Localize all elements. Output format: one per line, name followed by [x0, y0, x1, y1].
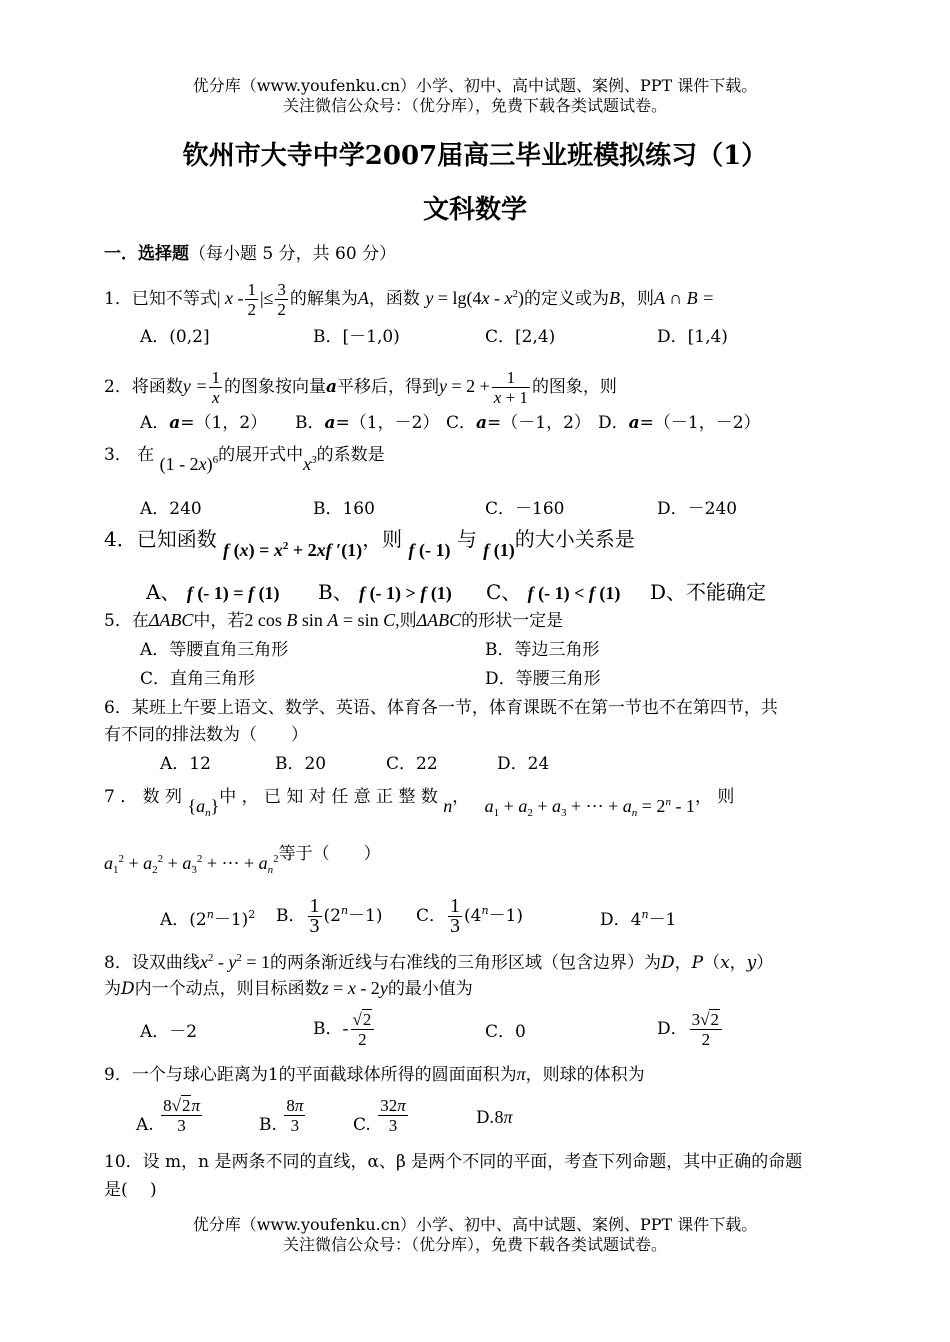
q5-text-3: 则: [399, 611, 417, 631]
q3-option-d[interactable]: D．－240: [657, 499, 738, 519]
q4-text-3: 与: [456, 527, 477, 551]
q8-x: x: [720, 953, 730, 973]
q8-region-d-2: D: [121, 979, 135, 999]
q7-sequence: $\{a_n\}$: [187, 796, 220, 819]
q8-objective: z = x - 2y: [321, 978, 388, 998]
q1-option-c[interactable]: C．[2,4): [485, 327, 556, 347]
q7-text-3: ，: [452, 787, 470, 807]
header-line-1: 优分库（www.youfenku.cn）小学、初中、高中试题、案例、PPT 课件下载。: [192, 76, 758, 95]
q4-text-1: 4．已知函数: [104, 527, 217, 551]
q4-option-b[interactable]: B、 f (- 1) > f (1): [318, 580, 452, 604]
q1-function: $y = \lg(4x - x^2)$: [425, 288, 524, 308]
q3-text-3: 的系数是: [316, 445, 385, 465]
question-1: 1．已知不等式| x - $\frac{1}{2}$ |≤ $\frac{3}{2}$ 的解集为A，函数 $y = \lg(4x - x^2)$的定义或为B，则A ∩ B =: [104, 280, 715, 319]
q7-option-c[interactable]: C． $\frac{1}{3}$ $(4^n-1)$: [416, 895, 524, 937]
q8-region-d: D: [660, 953, 675, 973]
q4-text-2: ，则: [362, 527, 403, 551]
question-6-line-1: 6．某班上午要上语文、数学、英语、体育各一节，体育课既不在第一节也不在第四节，共: [104, 698, 778, 718]
page-title: 钦州市大寺中学2007届高三毕业班模拟练习（1）: [182, 141, 768, 171]
q5-option-c[interactable]: C．直角三角形: [140, 669, 256, 689]
q1-option-b[interactable]: B．[－1,0): [313, 327, 400, 347]
question-5: [104, 609, 563, 632]
q3-text-1: 3． 在: [104, 445, 155, 465]
q7-option-b[interactable]: B． $\frac{1}{3}$ $(2^n-1)$: [276, 895, 383, 937]
question-7-line-2: [104, 842, 381, 876]
q3-binomial: (1 - 2x)$^6$: [159, 454, 219, 474]
section-note: （每小题 5 分，共 60 分）: [189, 244, 397, 264]
q8-text-3: ，: [674, 953, 692, 973]
q7-square-sum: $a_1^2 + a_2^2 + a_3^2$ + ··· + $a_n^2$: [104, 853, 279, 876]
q1-intersection: A ∩ B =: [653, 288, 715, 308]
header-line-2: 关注微信公众号：（优分库），免费下载各类试题试卷。: [282, 96, 667, 115]
q8-paren-open: （: [703, 953, 721, 973]
q2-fraction-1-over-x-plus-1: $\frac{1}{x + 1}$: [493, 368, 528, 407]
question-2: [104, 368, 617, 407]
question-3: [104, 443, 385, 474]
q1-fraction-three-halves: $\frac{3}{2}$: [277, 280, 286, 319]
q2-option-a[interactable]: A．a=（1，2）: [140, 413, 268, 433]
q9-text-1: 9．一个与球心距离为1的平面截球体所得的圆面面积为: [104, 1065, 517, 1085]
q4-function: f $(x) = x^2 + 2xf$ ′(1): [223, 540, 363, 560]
q3-x-cubed: $x^3$: [303, 454, 317, 474]
q5-option-d[interactable]: D．等腰三角形: [485, 669, 601, 689]
page-subtitle: 文科数学: [422, 195, 527, 225]
q9-option-a[interactable]: A. $\frac{8√2\pi}{3}$: [136, 1096, 200, 1135]
q7-n: n: [443, 796, 453, 816]
q2-option-d[interactable]: D．a=（－1，－2）: [598, 413, 761, 433]
q5-option-b[interactable]: B．等边三角形: [485, 640, 600, 660]
q2-option-b[interactable]: B．a=（1，－2）: [295, 413, 440, 433]
q8-text-11: 内一个动点，则目标函数: [134, 979, 322, 999]
q6-option-b[interactable]: B．20: [275, 754, 327, 774]
q8-option-c[interactable]: C．0: [485, 1022, 526, 1042]
q7-option-a[interactable]: A．$(2^n-1)^2$: [160, 908, 256, 930]
question-8-line-1: [104, 951, 773, 974]
section-heading: [104, 243, 396, 265]
q3-option-c[interactable]: C．－160: [485, 499, 565, 519]
q6-option-d[interactable]: D．24: [497, 754, 550, 774]
q2-option-c[interactable]: C．a=（－1，2）: [446, 413, 591, 433]
question-4: [104, 527, 635, 560]
q5-triangle-2: ΔABC: [416, 610, 462, 630]
q4-option-a[interactable]: A、 f (- 1) = f (1): [146, 580, 280, 604]
q5-text-2: 中，若: [193, 611, 245, 631]
q1-fraction-half: $\frac{1}{2}$: [247, 280, 256, 319]
footer-line-2: 关注微信公众号：（优分库），免费下载各类试题试卷。: [282, 1235, 667, 1254]
q4-f-1: f (1): [483, 540, 515, 560]
q8-point-p: P: [691, 953, 704, 973]
q7-option-d[interactable]: D．$4^n-1$: [600, 908, 677, 930]
q8-text-1: 8．设双曲线: [104, 953, 200, 973]
q1-text-2: 的解集为: [289, 289, 358, 309]
q8-y: y: [746, 953, 757, 973]
q4-text-4: 的大小关系是: [514, 527, 635, 551]
footer-line-1: 优分库（www.youfenku.cn）小学、初中、高中试题、案例、PPT 课件下载。: [192, 1215, 758, 1234]
q1-text-5: ，则: [619, 289, 654, 309]
q8-text-2: 的两条渐近线与右准线的三角形区域（包含边界）为: [269, 953, 661, 973]
q3-text-2: 的展开式中: [218, 445, 304, 465]
q3-option-b[interactable]: B．160: [313, 499, 375, 519]
q8-option-a[interactable]: A．－2: [140, 1022, 198, 1042]
question-10-line-1: 10．设 m，n 是两条不同的直线，α、β 是两个不同的平面，考查下列命题，其中正确的命题: [104, 1152, 803, 1172]
q8-text-12: 的最小值为: [387, 979, 473, 999]
question-9: [104, 1063, 645, 1086]
q5-triangle-1: ΔABC: [148, 610, 194, 630]
q3-option-a[interactable]: A．240: [140, 499, 202, 519]
q6-option-a[interactable]: A．12: [160, 754, 211, 774]
q9-option-b[interactable]: B. $\frac{8\pi}{3}$: [259, 1096, 304, 1135]
q8-option-d[interactable]: D． $\frac{3√2}{2}$: [657, 1010, 724, 1049]
q9-text-2: ，则球的体积为: [525, 1065, 645, 1085]
q2-text-2: 的图象按向量: [223, 377, 326, 397]
q1-text-4: 的定义或为: [523, 289, 609, 309]
q2-func-2: y = 2 +: [438, 376, 490, 396]
q9-option-d[interactable]: D.8π: [476, 1107, 513, 1128]
q4-option-c[interactable]: C、 f (- 1) < f (1): [486, 580, 621, 604]
q6-option-c[interactable]: C．22: [386, 754, 438, 774]
section-label: 一．选择题: [104, 244, 189, 264]
q9-option-c[interactable]: C. $\frac{32\pi}{3}$: [353, 1096, 406, 1135]
q1-option-a[interactable]: A．(0,2]: [140, 327, 210, 347]
q1-inequality: | x -: [216, 288, 244, 308]
q2-vector-a: a: [325, 377, 337, 397]
q5-text-4: 的形状一定是: [461, 611, 564, 631]
q8-option-b[interactable]: B．- $\frac{√2}{2}$: [313, 1010, 376, 1049]
q2-text-1: 2．将函数: [104, 377, 183, 397]
question-10-line-2: 是( ): [104, 1180, 157, 1200]
q5-text-1: 5．在: [104, 611, 149, 631]
q7-text-5: 等于（ ）: [278, 844, 381, 864]
q7-text-1: 7 ． 数 列: [104, 787, 183, 807]
q1-set-a: A: [357, 288, 369, 308]
q7-text-2: 中 ， 已 知 对 任 意 正 整 数: [219, 787, 438, 807]
question-6-line-2: 有不同的排法数为（ ）: [104, 725, 308, 745]
q2-text-3: 平移后，得到: [336, 377, 439, 397]
q4-f-minus-1: f (- 1): [408, 540, 451, 560]
q2-func-1: y =: [182, 376, 208, 396]
q2-text-4: 的图象，则: [531, 377, 617, 397]
q2-fraction-1-over-x: $\frac{1}{x}$: [211, 368, 220, 407]
q1-option-d[interactable]: D．[1,4): [657, 327, 728, 347]
q1-text-3: ，函数: [368, 289, 420, 309]
question-8-line-2: [104, 977, 473, 1000]
q9-pi: π: [516, 1064, 526, 1084]
q8-comma: ，: [729, 953, 747, 973]
q1-set-b: B: [608, 288, 620, 308]
q4-option-d[interactable]: D、不能确定: [650, 580, 767, 604]
q8-paren-close: ）: [756, 953, 774, 973]
q8-hyperbola: $x^2 - y^2 = 1$: [199, 952, 270, 972]
q8-text-10: 为: [104, 979, 121, 999]
q1-text-1: 1．已知不等式: [104, 289, 217, 309]
q5-option-a[interactable]: A．等腰直角三角形: [140, 640, 289, 660]
q7-sum: $a_1 + a_2 + a_3$ + ··· + $a_n = 2^n - 1$: [484, 796, 695, 819]
q5-condition: 2 cos B sin A = sin C,: [244, 610, 400, 630]
question-7-line-1: [104, 785, 735, 819]
q7-text-4: ， 则: [694, 787, 735, 807]
